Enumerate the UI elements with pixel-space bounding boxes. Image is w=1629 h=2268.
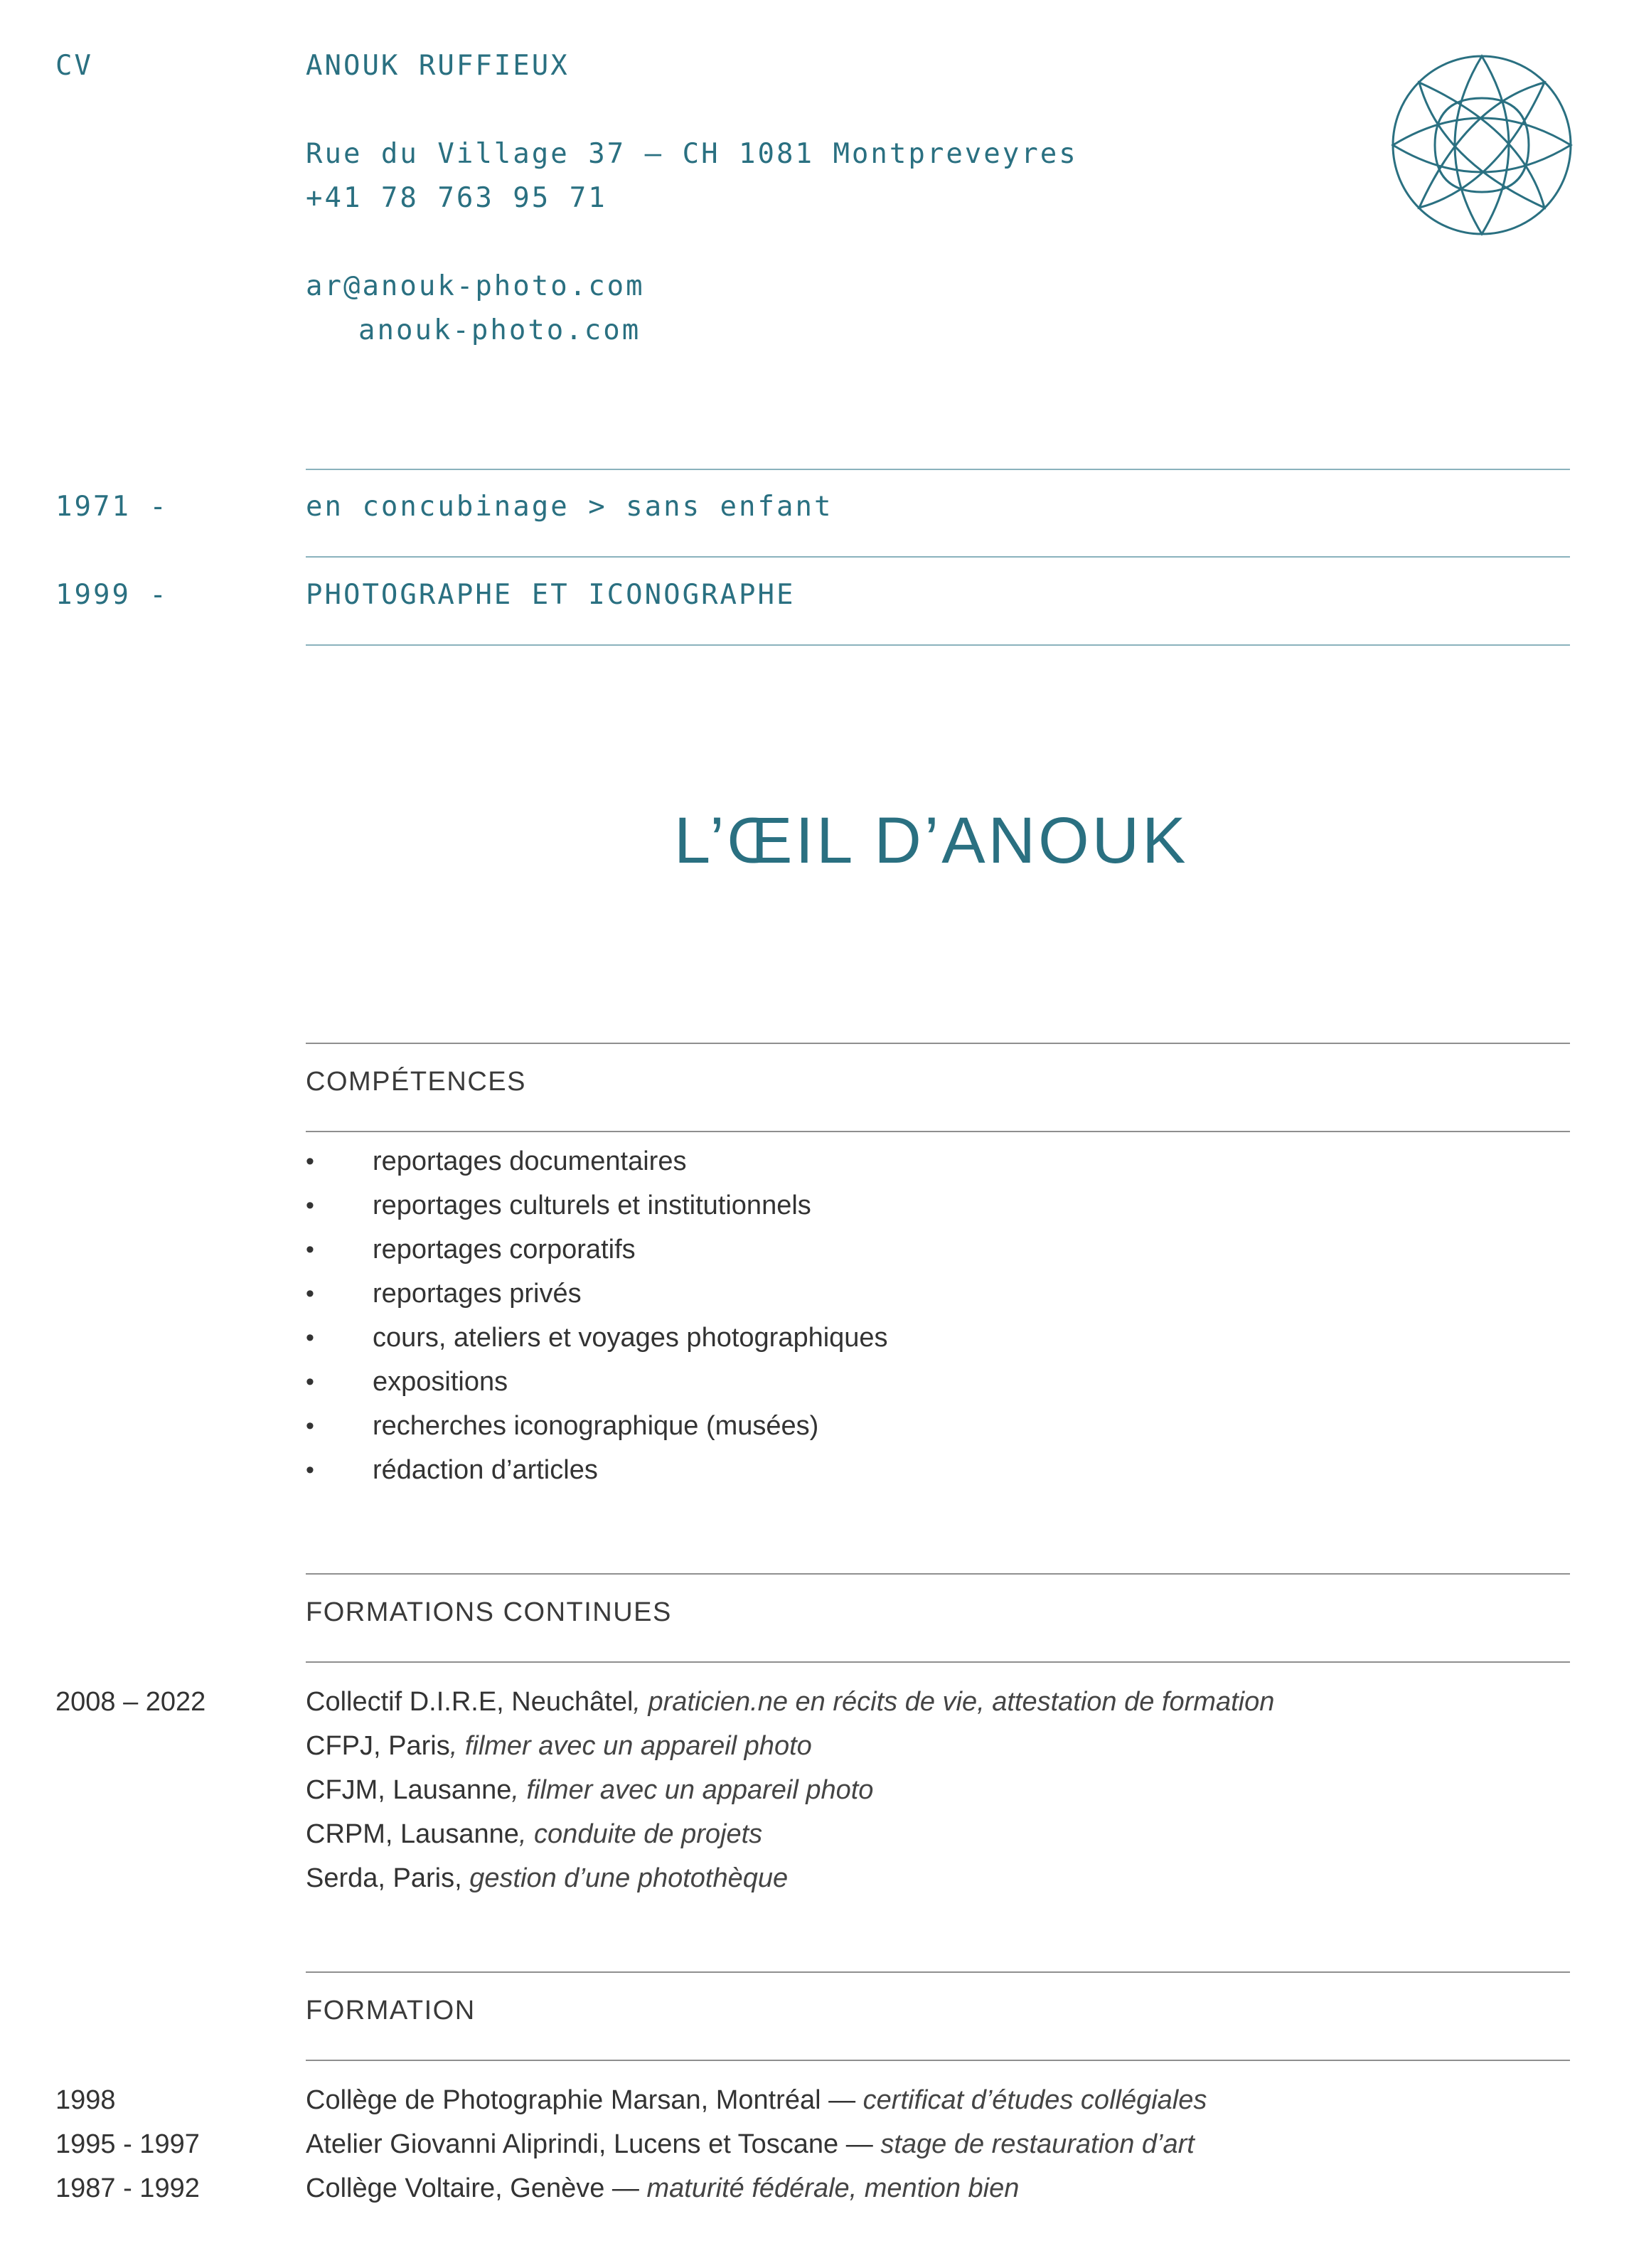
formation-year: 1987 - 1992: [55, 2173, 200, 2203]
mandala-circle-icon: [1391, 54, 1573, 236]
list-item: CFJM, Lausanne, filmer avec un appareil photo: [306, 1775, 874, 1805]
list-item: Serda, Paris, gestion d’une photothèque: [306, 1863, 789, 1893]
list-item: Collectif D.I.R.E, Neuchâtel, praticien.ne en récits de vie, attestation de formation: [306, 1687, 1275, 1717]
phone: +41 78 763 95 71: [306, 182, 607, 214]
bullet-icon: •: [306, 1412, 314, 1439]
logo-wordmark: L’ŒIL D’ANOUK: [674, 804, 1189, 877]
address: Rue du Village 37 — CH 1081 Montpreveyres: [306, 138, 1078, 170]
divider: [306, 1131, 1570, 1132]
divider: [306, 1573, 1570, 1575]
formation-year: 1998: [55, 2085, 116, 2115]
bullet-icon: •: [306, 1192, 314, 1219]
bullet-icon: •: [306, 1280, 314, 1307]
bullet-icon: •: [306, 1368, 314, 1395]
list-item: Collège de Photographie Marsan, Montréal — certificat d’études collégiales: [306, 2085, 1207, 2115]
divider: [306, 1043, 1570, 1044]
divider: [306, 469, 1570, 470]
divider: [306, 556, 1570, 558]
divider: [306, 2060, 1570, 2061]
formations-continues-heading: FORMATIONS CONTINUES: [306, 1597, 672, 1627]
list-item: Atelier Giovanni Aliprindi, Lucens et Toscane — stage de restauration d’art: [306, 2129, 1195, 2159]
divider: [306, 1971, 1570, 1973]
formation-year: 1995 - 1997: [55, 2129, 200, 2159]
career-year: 1999 -: [55, 579, 169, 611]
competences-heading: COMPÉTENCES: [306, 1067, 526, 1097]
divider: [306, 644, 1570, 646]
civil-status: en concubinage > sans enfant: [306, 491, 833, 523]
bullet-icon: •: [306, 1324, 314, 1351]
cv-label: CV: [55, 50, 93, 82]
email-link[interactable]: ar@anouk-photo.com: [306, 270, 645, 302]
bullet-icon: •: [306, 1148, 314, 1175]
job-title: PHOTOGRAPHE ET ICONOGRAPHE: [306, 579, 796, 611]
formations-continues-period: 2008 – 2022: [55, 1687, 206, 1717]
bullet-icon: •: [306, 1457, 314, 1484]
list-item: CRPM, Lausanne, conduite de projets: [306, 1819, 763, 1849]
bullet-icon: •: [306, 1236, 314, 1263]
list-item: Collège Voltaire, Genève — maturité fédérale, mention bien: [306, 2173, 1020, 2203]
divider: [306, 1661, 1570, 1663]
birth-year: 1971 -: [55, 491, 169, 523]
website-link[interactable]: anouk-photo.com: [358, 314, 641, 346]
candidate-name: ANOUK RUFFIEUX: [306, 50, 570, 82]
list-item: CFPJ, Paris, filmer avec un appareil photo: [306, 1731, 812, 1761]
formation-heading: FORMATION: [306, 1996, 476, 2025]
